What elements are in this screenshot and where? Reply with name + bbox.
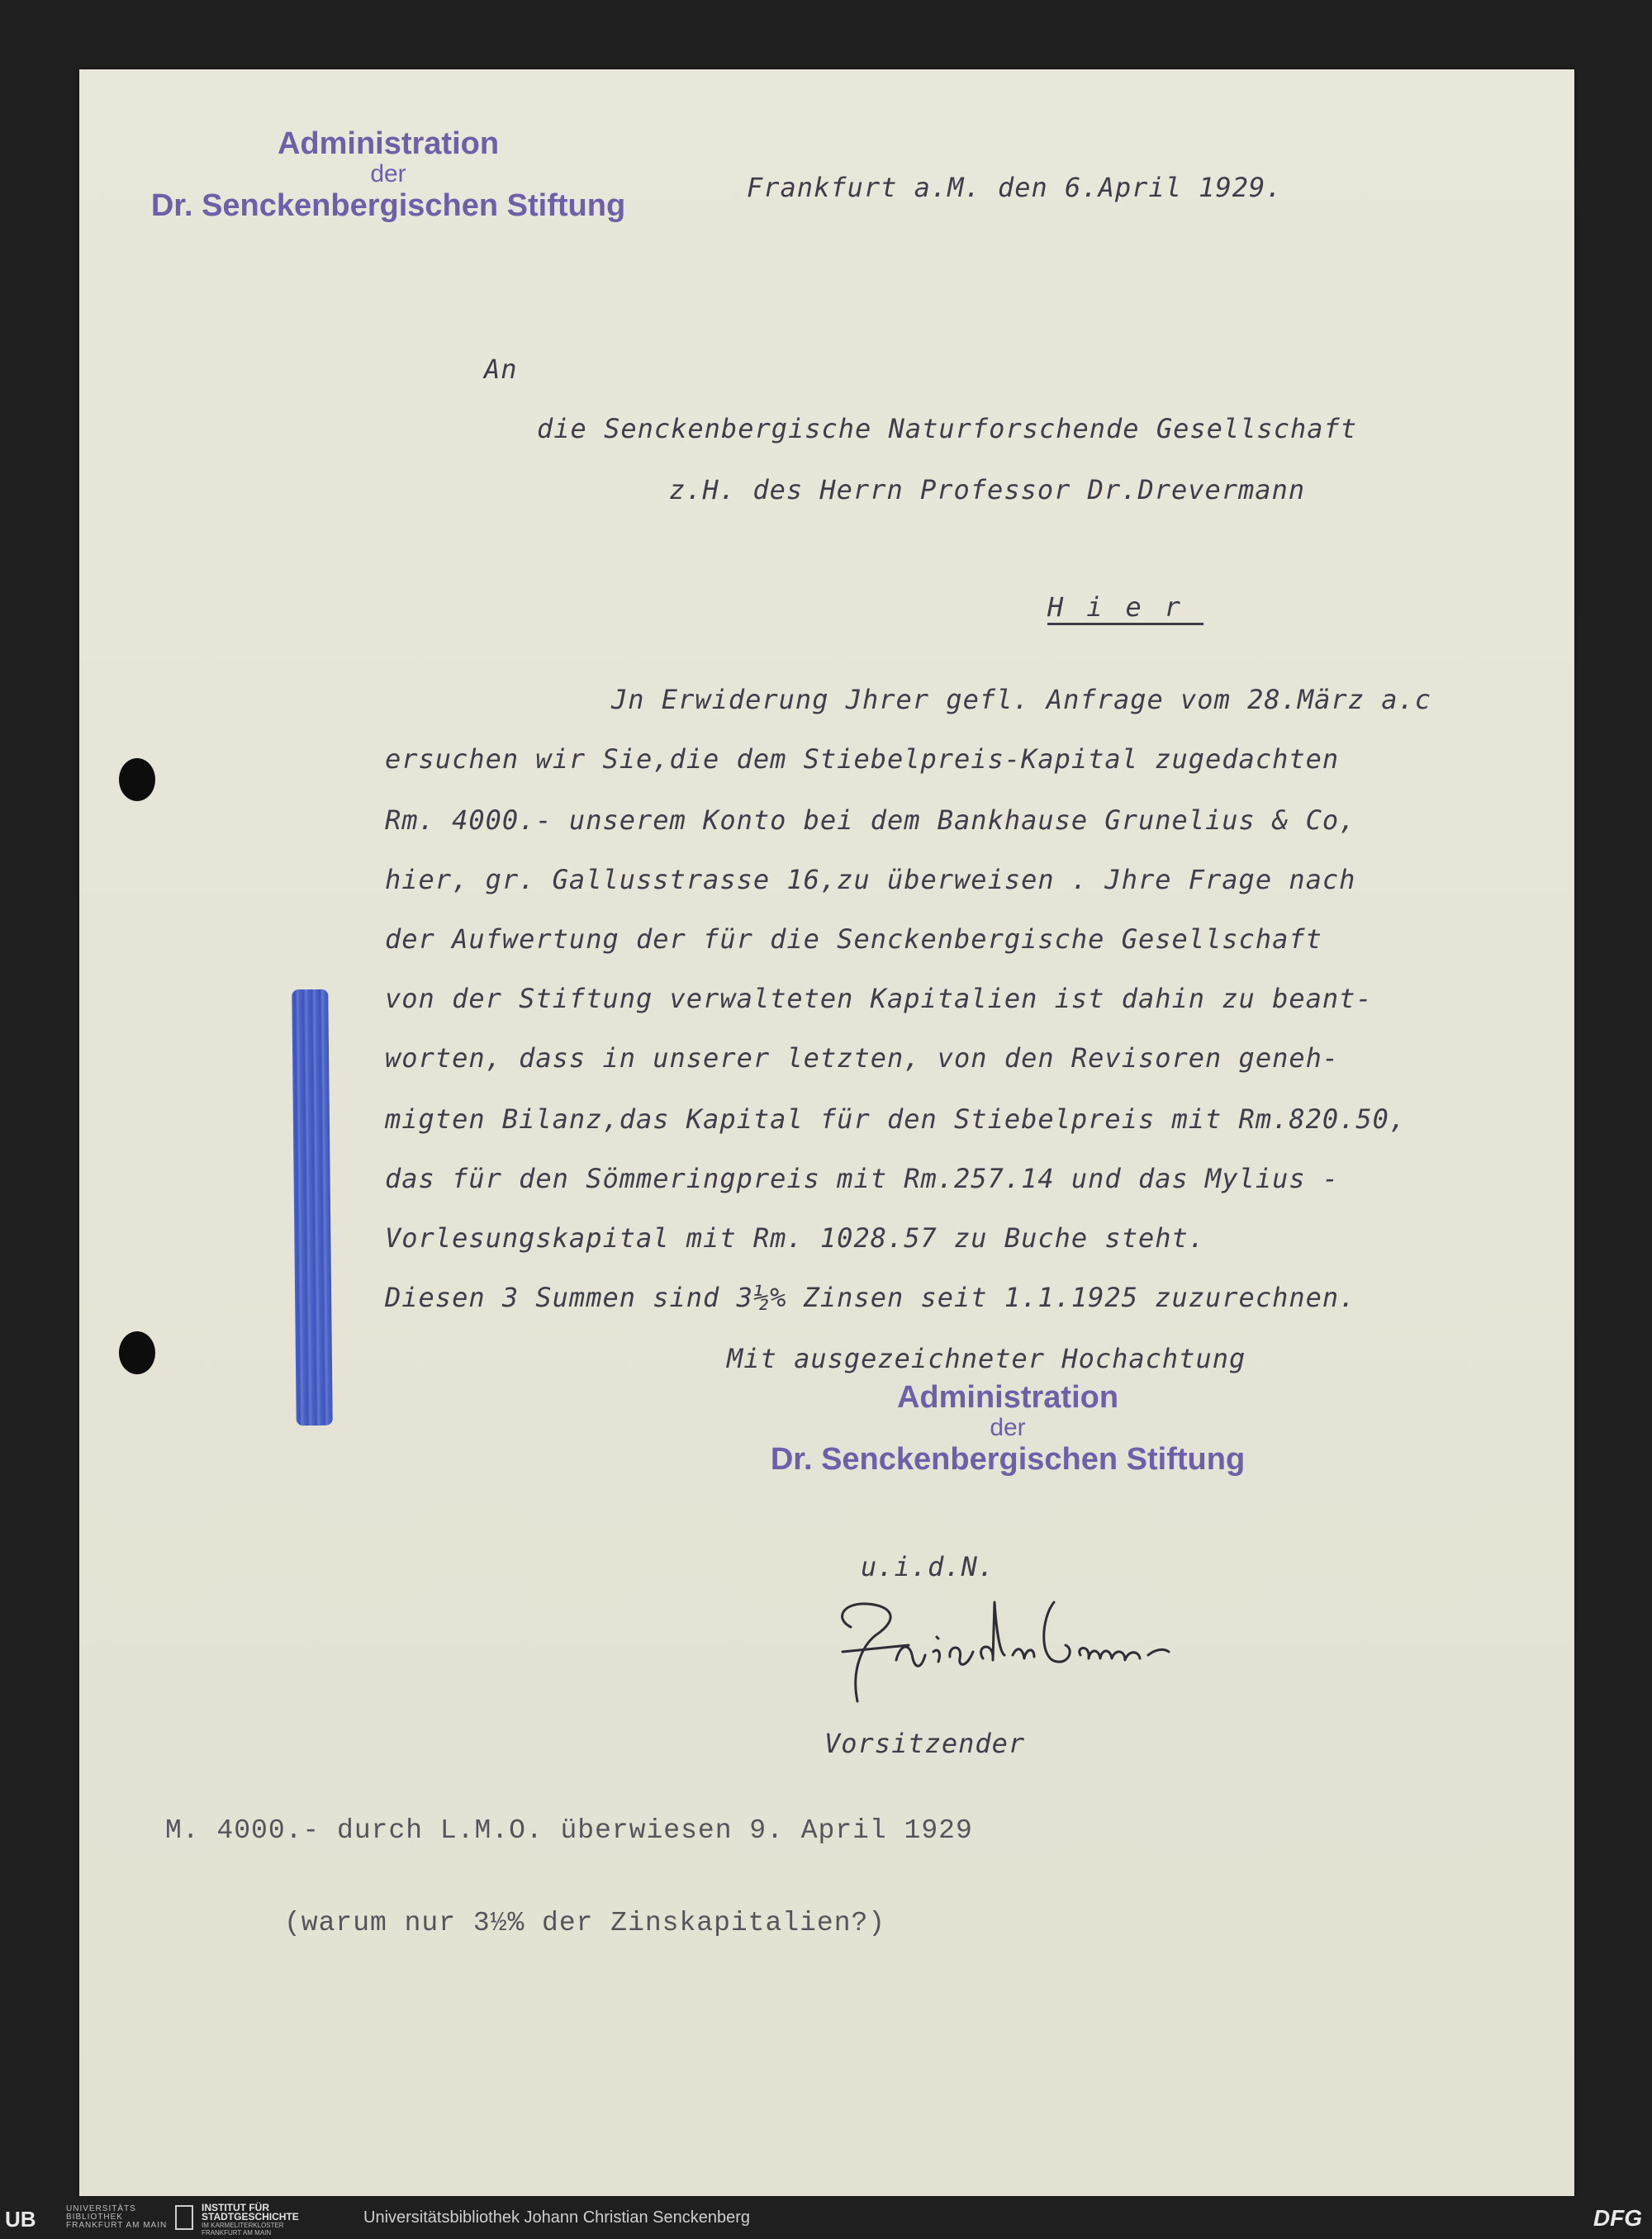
library-name: Universitätsbibliothek Johann Christian Senckenberg <box>363 2208 751 2227</box>
closing-line: Mit ausgezeichneter Hochachtung <box>727 1343 1246 1374</box>
signature-stamp-line3: Dr. Senckenbergischen Stiftung <box>770 1442 1246 1477</box>
recipient-line2: z.H. des Herrn Professor Dr.Drevermann <box>669 474 1306 505</box>
letterhead-line2: der <box>370 160 406 187</box>
body-line-2: ersuchen wir Sie,die dem Stiebelpreis-Kapital zugedachten <box>385 743 1340 775</box>
body-line-8: migten Bilanz,das Kapital für den Stiebelpreis mit Rm.820.50, <box>385 1103 1407 1135</box>
recipient-salutation: An <box>484 353 518 385</box>
letterhead-line1: Administration <box>277 126 500 161</box>
body-line-3: Rm. 4000.- unserem Konto bei dem Bankhause Grunelius & Co, <box>385 804 1356 836</box>
institute-logo-icon <box>175 2205 193 2230</box>
recipient-place: Hier <box>1047 591 1204 623</box>
body-line-4: hier, gr. Gallusstrasse 16,zu überweisen . Jhre Frage nach <box>385 864 1356 895</box>
letterhead-stamp <box>140 126 636 225</box>
recipient-line1: die Senckenbergische Naturforschende Gesellschaft <box>537 413 1358 444</box>
abbrev-uidn: u.i.d.N. <box>861 1551 995 1582</box>
body-line-9: das für den Sömmeringpreis mit Rm.257.14 und das Mylius - <box>385 1163 1340 1194</box>
ub-logo-text: UNIVERSITÄTS BIBLIOTHEK FRANKFURT AM MAIN <box>66 2204 168 2230</box>
date-line: Frankfurt a.M. den 6.April 1929. <box>747 172 1283 203</box>
body-line-10: Vorlesungskapital mit Rm. 1028.57 zu Buche steht. <box>385 1222 1206 1254</box>
signatory-title: Vorsitzender <box>824 1728 1026 1759</box>
signature-stamp-line2: der <box>990 1414 1026 1441</box>
punch-hole-bottom <box>119 1331 155 1374</box>
signature-stamp <box>752 1379 1264 1478</box>
institute-logo-text: INSTITUT FÜR STADTGESCHICHTE IM KARMELITERKLOSTER FRANKFURT AM MAIN <box>202 2202 299 2237</box>
question-note: (warum nur 3½% der Zinskapitalien?) <box>284 1908 886 1938</box>
body-line-11: Diesen 3 Summen sind 3½% Zinsen seit 1.1.1925 zuzurechnen. <box>385 1282 1356 1313</box>
body-line-1: Jn Erwiderung Jhrer gefl. Anfrage vom 28.März a.c <box>611 684 1432 715</box>
signature-stamp-line1: Administration <box>896 1380 1119 1415</box>
body-line-7: worten, dass in unserer letzten, von den Revisoren geneh- <box>385 1042 1340 1074</box>
payment-note: M. 4000.- durch L.M.O. überwiesen 9. April 1929 <box>165 1815 973 1846</box>
body-line-5: der Aufwertung der für die Senckenbergische Gesellschaft <box>385 923 1322 955</box>
ub-logo: UB <box>5 2207 36 2232</box>
punch-hole-top <box>119 758 155 801</box>
footer-bar <box>0 2197 1652 2239</box>
handwritten-signature <box>818 1569 1181 1726</box>
blue-crayon-mark <box>292 989 333 1425</box>
letterhead-line3: Dr. Senckenbergischen Stiftung <box>150 188 626 223</box>
body-line-6: von der Stiftung verwalteten Kapitalien ist dahin zu beant- <box>385 983 1373 1014</box>
dfg-logo: DFG <box>1593 2205 1642 2231</box>
